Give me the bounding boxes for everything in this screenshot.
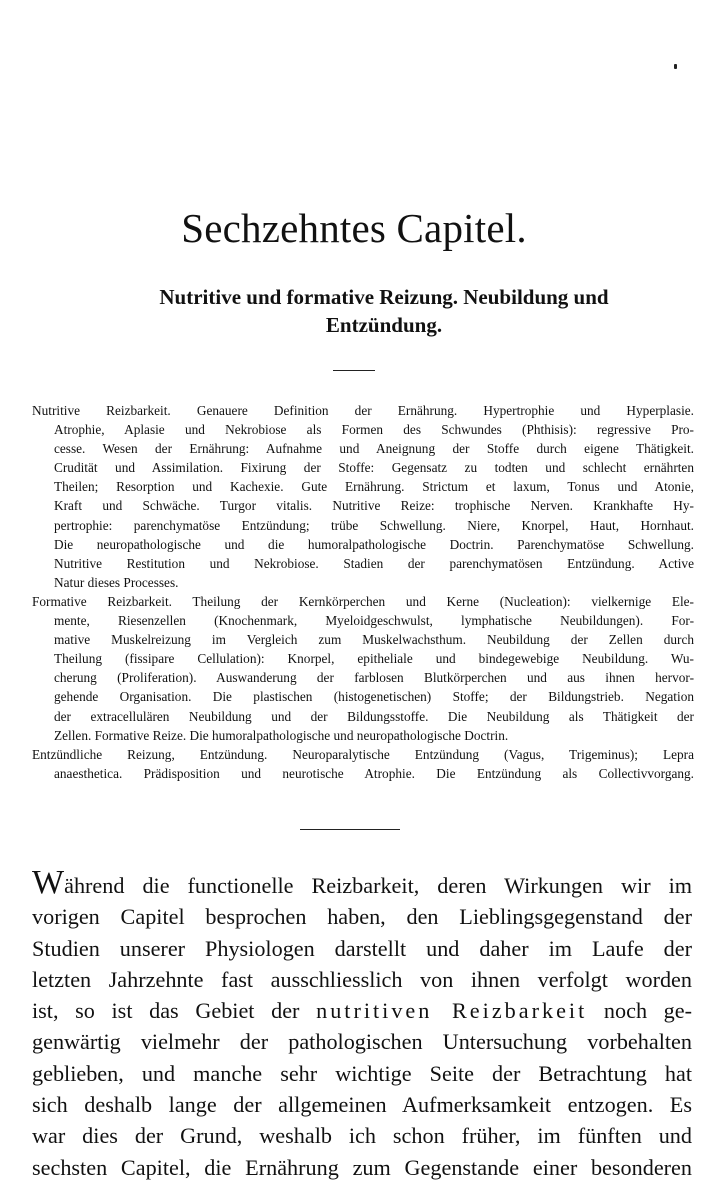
body-line	[32, 995, 692, 1026]
summary-line: cherung (Proliferation). Auswanderung der farblosen Blutkörperchen und aus ihnen hervor-	[54, 670, 694, 686]
body-line: sich deshalb lange der allgemeinen Aufmerksamkeit entzogen. Es	[32, 1092, 692, 1118]
summary-line: Natur dieses Processes.	[54, 574, 179, 590]
summary-line: Theilen; Resorption und Kachexie. Gute Ernährung. Strictum et laxum, Tonus und Atonie,	[54, 479, 694, 495]
summary-line: Entzündliche Reizung, Entzündung. Neuroparalytische Entzündung (Vagus, Trigeminus); Lepra	[32, 746, 694, 762]
summary-line: anaesthetica. Prädisposition und neurotische Atrophie. Die Entzündung als Collectivvorgang.	[54, 765, 694, 781]
body-text: ist, so ist das Gebiet der	[32, 998, 300, 1024]
body-line: vorigen Capitel besprochen haben, den Lieblingsgegenstand der	[32, 904, 692, 930]
body-line	[32, 870, 692, 901]
summary-line: Zellen. Formative Reize. Die humoralpathologische und neuropathologische Doctrin.	[54, 727, 509, 743]
ink-speck	[674, 64, 677, 69]
body-line: war dies der Grund, weshalb ich schon früher, im fünften und	[32, 1123, 692, 1149]
body-line: letzten Jahrzehnte fast ausschliesslich von ihnen verfolgt worden	[32, 966, 692, 992]
summary-line: Die neuropathologische und die humoralpathologische Doctrin. Parenchymatöse Schwellung.	[54, 536, 694, 552]
divider-rule	[300, 829, 400, 830]
summary-line: mente, Riesenzellen (Knochenmark, Myeloidgeschwulst, lymphatische Neubildungen). For-	[54, 613, 694, 629]
body-line: sechsten Capitel, die Ernährung zum Gegenstande einer besonderen	[32, 1154, 692, 1180]
emphasized-term: nutritiven Reizbarkeit	[316, 998, 588, 1024]
body-line: geblieben, und manche sehr wichtige Seite der Betrachtung hat	[32, 1060, 692, 1086]
summary-line: pertrophie: parenchymatöse Entzündung; trübe Schwellung. Niere, Knorpel, Haut, Hornhaut.	[54, 517, 694, 533]
summary-line: Theilung (fissipare Cellulation): Knorpel, epitheliale und bindegewebige Neubildung. Wu-	[54, 651, 694, 667]
summary-line: cesse. Wesen der Ernährung: Aufnahme und Aneignung der Stoffe durch eigene Thätigkeit.	[54, 441, 694, 457]
body-line: Studien unserer Physiologen darstellt und daher im Laufe der	[32, 935, 692, 961]
summary-line: Formative Reizbarkeit. Theilung der Kernkörperchen und Kerne (Nucleation): vielkernige Ele-	[32, 593, 694, 609]
body-text: ährend die functionelle Reizbarkeit, deren Wirkungen wir im	[64, 873, 692, 898]
body-line: genwärtig vielmehr der pathologischen Untersuchung vorbehalten	[32, 1029, 692, 1055]
summary-line: Nutritive Reizbarkeit. Genauere Definition der Ernährung. Hypertrophie und Hyperplasie.	[32, 403, 694, 418]
chapter-subtitle	[60, 283, 708, 339]
summary-line: gehende Organisation. Die plastischen (histogenetischen) Stoffe; der Bildungstrieb. Negation	[54, 689, 694, 705]
subtitle-line: Nutritive und formative Reizung. Neubildung und	[159, 285, 609, 309]
summary-line: Kraft und Schwäche. Turgor vitalis. Nutritive Reize: trophische Nerven. Krankhafte Hy-	[54, 498, 694, 514]
summary-line: Nutritive Restitution und Nekrobiose. Stadien der parenchymatösen Entzündung. Active	[54, 555, 694, 571]
body-text: noch ge-	[603, 998, 692, 1024]
chapter-summary	[32, 401, 694, 783]
chapter-title: Sechzehntes Capitel.	[181, 205, 527, 251]
summary-line: der extracellulären Neubildung und der Bildungsstoffe. Die Neubildung als Thätigkeit der	[54, 708, 694, 724]
divider-rule	[333, 370, 375, 371]
drop-cap: W	[32, 870, 65, 901]
summary-line: Atrophie, Aplasie und Nekrobiose als Formen des Schwundes (Phthisis): regressive Pro-	[54, 422, 694, 438]
summary-line: Crudität und Assimilation. Fixirung der Stoffe: Gegensatz zu todten und schlecht ernährten	[54, 460, 694, 476]
subtitle-line: Entzündung.	[325, 313, 443, 337]
body-paragraph	[32, 870, 692, 1183]
summary-line: mative Muskelreizung im Vergleich zum Muskelwachsthum. Neubildung der Zellen durch	[54, 632, 694, 648]
